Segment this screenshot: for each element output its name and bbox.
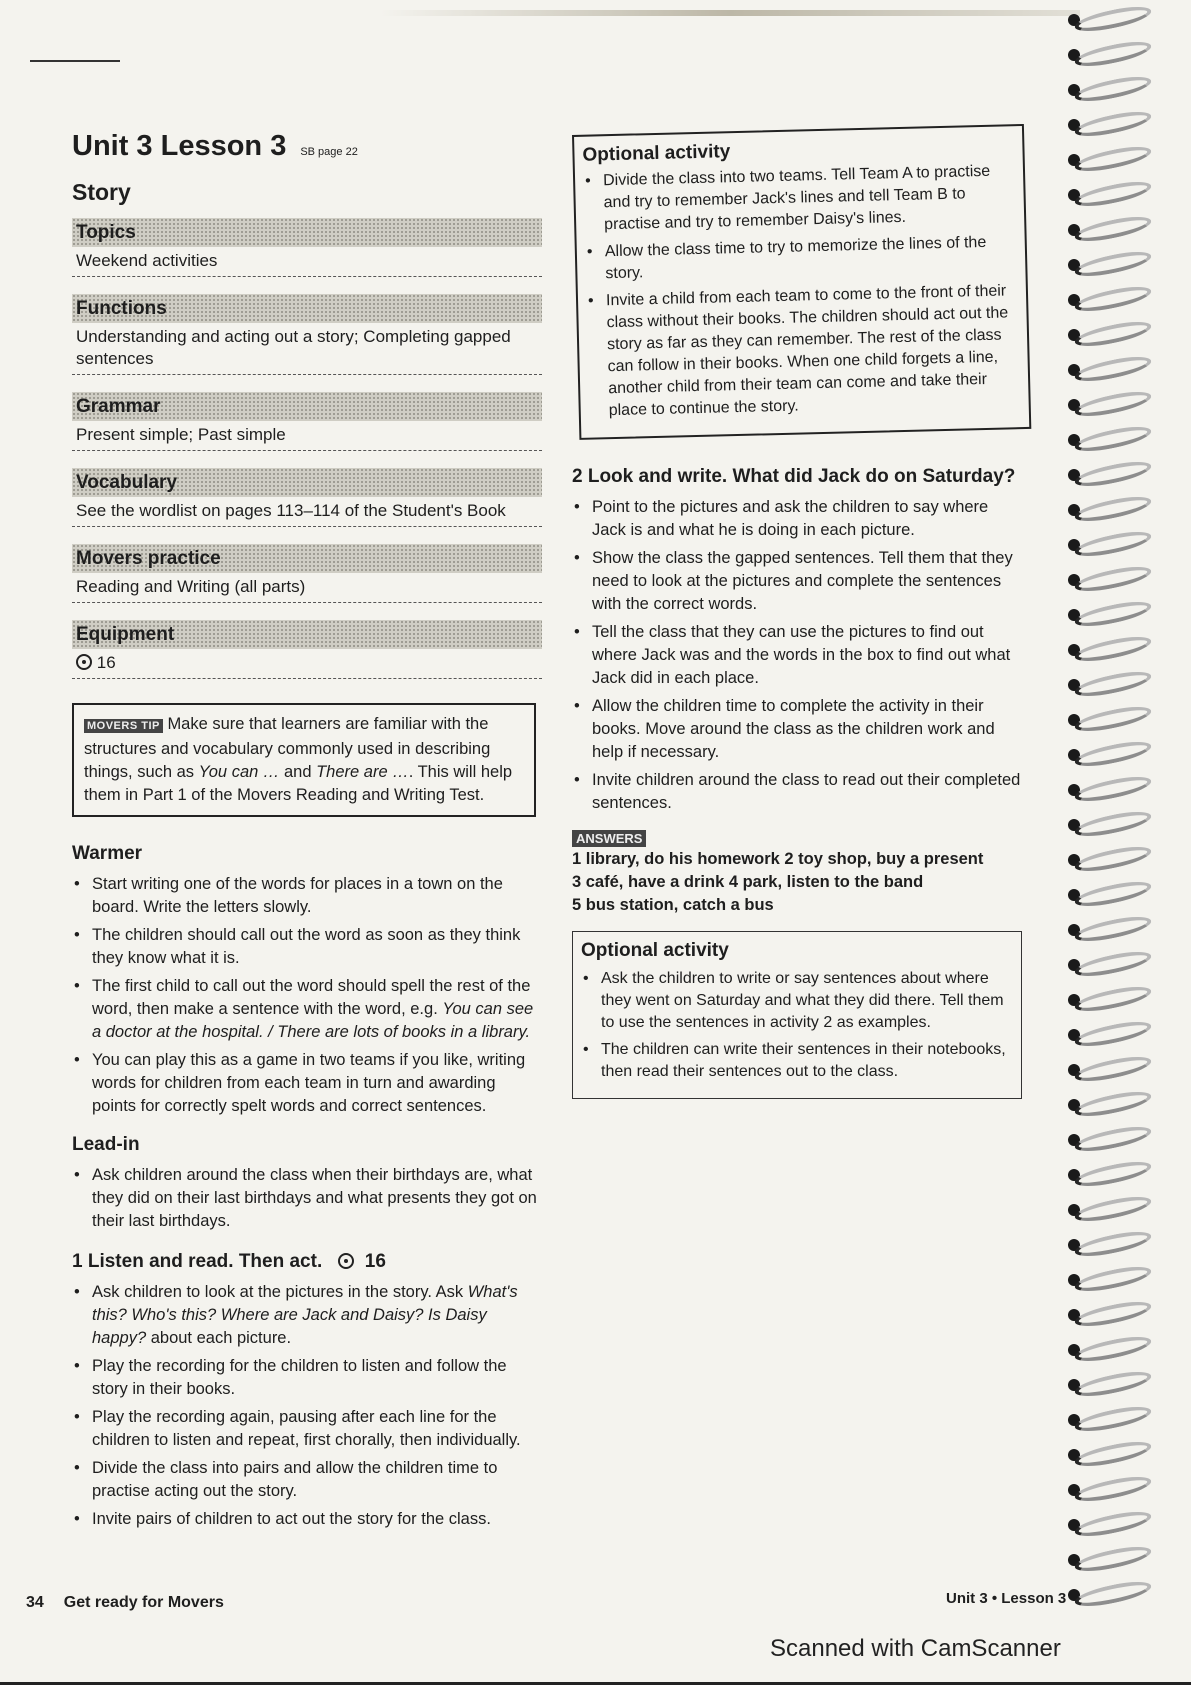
coil-ring xyxy=(1073,142,1153,176)
list-item-text: The first child to call out the word should spell the rest of the word, then make a sentence with the word, e.g. xyxy=(92,977,531,1018)
scanner-watermark: Scanned with CamScanner xyxy=(770,1635,1061,1662)
list-item: • Start writing one of the words for places in a town on the board. Write the letters slowly. xyxy=(92,873,542,919)
coil-ring xyxy=(1073,1122,1153,1156)
spiral-coil xyxy=(1068,570,1168,590)
spiral-coil xyxy=(1068,710,1168,730)
coil-ring xyxy=(1073,1332,1153,1366)
spiral-coil xyxy=(1068,1445,1168,1465)
info-label: Vocabulary xyxy=(72,468,542,497)
spiral-coil xyxy=(1068,780,1168,800)
page-number: 34 xyxy=(26,1594,44,1611)
optional-activity-box-1 xyxy=(572,124,1031,440)
tip-text: . This will help them in Part 1 of the Movers Reading and Writing Test. xyxy=(84,763,513,804)
answer-line: 5 bus station, catch a bus xyxy=(572,896,774,914)
info-label: Functions xyxy=(72,294,542,323)
coil-ring xyxy=(1073,387,1153,421)
coil-ring xyxy=(1073,1192,1153,1226)
spiral-coil xyxy=(1068,920,1168,940)
coil-ring xyxy=(1073,737,1153,771)
info-label: Grammar xyxy=(72,392,542,421)
list-item: • The children should call out the word as soon as they think they know what it is. xyxy=(92,924,542,970)
coil-ring xyxy=(1073,772,1153,806)
coil-ring xyxy=(1073,492,1153,526)
coil-ring xyxy=(1073,877,1153,911)
coil-ring xyxy=(1073,72,1153,106)
coil-ring xyxy=(1073,1472,1153,1506)
spiral-coil xyxy=(1068,1480,1168,1500)
tip-example-1: You can … xyxy=(198,763,280,781)
tip-text: and xyxy=(279,763,317,781)
spiral-coil xyxy=(1068,1270,1168,1290)
book-title: Get ready for Movers xyxy=(63,1594,224,1611)
spiral-coil xyxy=(1068,45,1168,65)
spiral-coil xyxy=(1068,10,1168,30)
coil-ring xyxy=(1073,1437,1153,1471)
coil-ring xyxy=(1073,107,1153,141)
coil-ring xyxy=(1073,947,1153,981)
optional-activity-heading: Optional activity xyxy=(581,940,729,961)
spiral-coil xyxy=(1068,1200,1168,1220)
spiral-coil xyxy=(1068,885,1168,905)
tip-example-2: There are … xyxy=(316,763,409,781)
warmer-heading: Warmer xyxy=(72,843,143,864)
info-value: See the wordlist on pages 113–114 of the Student's Book xyxy=(72,497,542,527)
info-label: Equipment xyxy=(72,620,542,649)
left-column xyxy=(72,130,542,1536)
unit-title-text: Unit 3 Lesson 3 xyxy=(72,130,287,162)
spiral-binding xyxy=(1058,10,1178,1610)
info-value xyxy=(72,649,542,679)
info-label: Movers practice xyxy=(72,544,542,573)
info-value: Weekend activities xyxy=(72,247,542,277)
coil-ring xyxy=(1073,1542,1153,1576)
optional-activity-box-2 xyxy=(572,931,1022,1099)
spiral-coil xyxy=(1068,430,1168,450)
section-1-title: 1 Listen and read. Then act. xyxy=(72,1251,323,1272)
spiral-coil xyxy=(1068,290,1168,310)
unit-title xyxy=(72,130,542,163)
list-item: • You can play this as a game in two teams if you like, writing words for children from each team in turn and awarding points for correctly spelt words and correct sentences. xyxy=(92,1049,542,1118)
coil-ring xyxy=(1073,1087,1153,1121)
spiral-coil xyxy=(1068,990,1168,1010)
spiral-coil xyxy=(1068,1060,1168,1080)
coil-ring xyxy=(1073,912,1153,946)
spiral-coil xyxy=(1068,745,1168,765)
spiral-coil xyxy=(1068,395,1168,415)
spiral-coil xyxy=(1068,185,1168,205)
list-item: • The children can write their sentences in their notebooks, then read their sentences out to the class. xyxy=(601,1039,1011,1083)
corner-rule xyxy=(30,60,120,62)
spiral-coil xyxy=(1068,1550,1168,1570)
info-value: Understanding and acting out a story; Completing gapped sentences xyxy=(72,323,542,375)
section-2-heading: 2 Look and write. What did Jack do on Saturday? xyxy=(572,466,1016,487)
info-equipment xyxy=(72,620,542,679)
coil-ring xyxy=(1073,1227,1153,1261)
spiral-coil xyxy=(1068,1130,1168,1150)
lead-in-heading: Lead-in xyxy=(72,1134,140,1155)
list-item: • Play the recording again, pausing after each line for the children to listen and repeat, first chorally, then individually. xyxy=(92,1406,542,1452)
coil-ring xyxy=(1073,667,1153,701)
track-number: 16 xyxy=(96,653,116,672)
coil-ring xyxy=(1073,982,1153,1016)
coil-ring xyxy=(1073,422,1153,456)
list-item: • Invite pairs of children to act out the story for the class. xyxy=(92,1508,542,1531)
coil-ring xyxy=(1073,352,1153,386)
right-column xyxy=(572,135,1022,1099)
coil-ring xyxy=(1073,1052,1153,1086)
info-movers-practice xyxy=(72,544,542,603)
list-item: • Divide the class into pairs and allow the children time to practise acting out the story. xyxy=(92,1457,542,1503)
list-item: • Allow the class time to try to memorize the lines of the story. xyxy=(605,231,1016,285)
answer-line: 3 café, have a drink 4 park, listen to the band xyxy=(572,873,924,891)
coil-ring xyxy=(1073,282,1153,316)
spiral-coil xyxy=(1068,1410,1168,1430)
spiral-coil xyxy=(1068,150,1168,170)
optional-activity-list xyxy=(581,968,1011,1083)
coil-ring xyxy=(1073,1157,1153,1191)
info-vocabulary xyxy=(72,468,542,527)
list-item: • Divide the class into two teams. Tell Team A to practise and try to remember Jack's lines and tell Team B to practise and try to remember Daisy's lines. xyxy=(603,160,1014,236)
track-number: 16 xyxy=(364,1251,386,1272)
spiral-coil xyxy=(1068,1305,1168,1325)
list-item: • Ask children around the class when their birthdays are, what they did on their last birthdays and what presents they got on their last birthdays. xyxy=(92,1164,542,1233)
list-item: • Play the recording for the children to listen and follow the story in their books. xyxy=(92,1355,542,1401)
coil-ring xyxy=(1073,562,1153,596)
movers-tip-box xyxy=(72,703,536,817)
coil-ring xyxy=(1073,247,1153,281)
coil-ring xyxy=(1073,632,1153,666)
coil-ring xyxy=(1073,842,1153,876)
list-item-text: about each picture. xyxy=(146,1329,292,1347)
coil-ring xyxy=(1073,1262,1153,1296)
list-item xyxy=(92,975,542,1044)
coil-ring xyxy=(1073,1017,1153,1051)
coil-ring xyxy=(1073,702,1153,736)
coil-ring xyxy=(1073,597,1153,631)
list-item: • Ask the children to write or say sentences about where they went on Saturday and what they did there. Tell them to use the sentences in activity 2 as examples. xyxy=(601,968,1011,1034)
list-item: • Invite a child from each team to come to the front of their class without their books. The children should act out the story as far as they can remember. The rest of the class can follow in their books. When one child forgets a line, another child from their team can come and take their place to continue the story. xyxy=(606,280,1019,422)
section-1-list xyxy=(72,1281,542,1531)
spiral-coil xyxy=(1068,535,1168,555)
footer-left xyxy=(26,1594,224,1612)
info-functions xyxy=(72,294,542,375)
list-item: • Show the class the gapped sentences. Tell them that they need to look at the pictures and complete the sentences with the correct words. xyxy=(592,547,1022,616)
spiral-coil xyxy=(1068,500,1168,520)
audio-cd-icon xyxy=(338,1253,354,1269)
coil-ring xyxy=(1073,527,1153,561)
coil-ring xyxy=(1073,317,1153,351)
coil-ring xyxy=(1073,457,1153,491)
story-heading: Story xyxy=(72,179,131,205)
list-item: • Allow the children time to complete the activity in their books. Move around the class as the children work and help if necessary. xyxy=(592,695,1022,764)
list-item: • Point to the pictures and ask the children to say where Jack is and what he is doing in each picture. xyxy=(592,496,1022,542)
spiral-coil xyxy=(1068,1340,1168,1360)
coil-ring xyxy=(1073,1507,1153,1541)
coil-ring xyxy=(1073,807,1153,841)
spiral-coil xyxy=(1068,80,1168,100)
coil-ring xyxy=(1073,177,1153,211)
spiral-coil xyxy=(1068,1095,1168,1115)
spiral-coil xyxy=(1068,1165,1168,1185)
spiral-coil xyxy=(1068,465,1168,485)
info-value: Reading and Writing (all parts) xyxy=(72,573,542,603)
spiral-coil xyxy=(1068,605,1168,625)
spiral-coil xyxy=(1068,220,1168,240)
spiral-coil xyxy=(1068,955,1168,975)
info-grammar xyxy=(72,392,542,451)
spiral-coil xyxy=(1068,815,1168,835)
list-item-example: What's this? Who's this? Where are Jack and Daisy? Is Daisy happy? xyxy=(92,1283,518,1347)
list-item: • Invite children around the class to read out their completed sentences. xyxy=(592,769,1022,815)
list-item-text: Ask children to look at the pictures in the story. Ask xyxy=(92,1283,468,1301)
spiral-coil xyxy=(1068,640,1168,660)
coil-ring xyxy=(1073,37,1153,71)
audio-cd-icon xyxy=(76,654,92,670)
warmer-list xyxy=(72,873,542,1118)
spiral-coil xyxy=(1068,360,1168,380)
movers-tip-tag: MOVERS TIP xyxy=(84,719,163,733)
spiral-coil xyxy=(1068,115,1168,135)
spiral-coil xyxy=(1068,675,1168,695)
coil-ring xyxy=(1073,212,1153,246)
coil-ring xyxy=(1073,1297,1153,1331)
page-edge-shadow xyxy=(380,10,1080,16)
tip-text: Make sure that learners are familiar with the structures and vocabulary commonly used in describing things, such as xyxy=(84,715,491,781)
optional-activity-list xyxy=(583,160,1019,422)
spiral-coil xyxy=(1068,1025,1168,1045)
spiral-coil xyxy=(1068,1235,1168,1255)
coil-ring xyxy=(1073,1577,1153,1611)
list-item-example: You can see a doctor at the hospital. / There are lots of books in a library. xyxy=(92,1000,534,1041)
sb-page-ref: SB page 22 xyxy=(300,146,358,158)
answer-line: 1 library, do his homework 2 toy shop, buy a present xyxy=(572,850,984,868)
footer-lesson-ref: Unit 3 • Lesson 3 xyxy=(946,1590,1067,1607)
coil-ring xyxy=(1073,1367,1153,1401)
spiral-coil xyxy=(1068,325,1168,345)
spiral-coil xyxy=(1068,1515,1168,1535)
optional-activity-heading: Optional activity xyxy=(582,141,731,166)
answers-tag: ANSWERS xyxy=(572,830,646,847)
spiral-coil xyxy=(1068,255,1168,275)
section-2-list xyxy=(572,496,1022,815)
section-1-heading xyxy=(72,1251,542,1273)
spiral-coil xyxy=(1068,1585,1168,1605)
info-value: Present simple; Past simple xyxy=(72,421,542,451)
spiral-coil xyxy=(1068,1375,1168,1395)
lead-in-list xyxy=(72,1164,542,1233)
info-topics xyxy=(72,218,542,277)
info-label: Topics xyxy=(72,218,542,247)
coil-ring xyxy=(1073,2,1153,36)
list-item: • Tell the class that they can use the pictures to find out where Jack was and the words in the box to find out what Jack did in each place. xyxy=(592,621,1022,690)
coil-ring xyxy=(1073,1402,1153,1436)
spiral-coil xyxy=(1068,850,1168,870)
list-item xyxy=(92,1281,542,1350)
